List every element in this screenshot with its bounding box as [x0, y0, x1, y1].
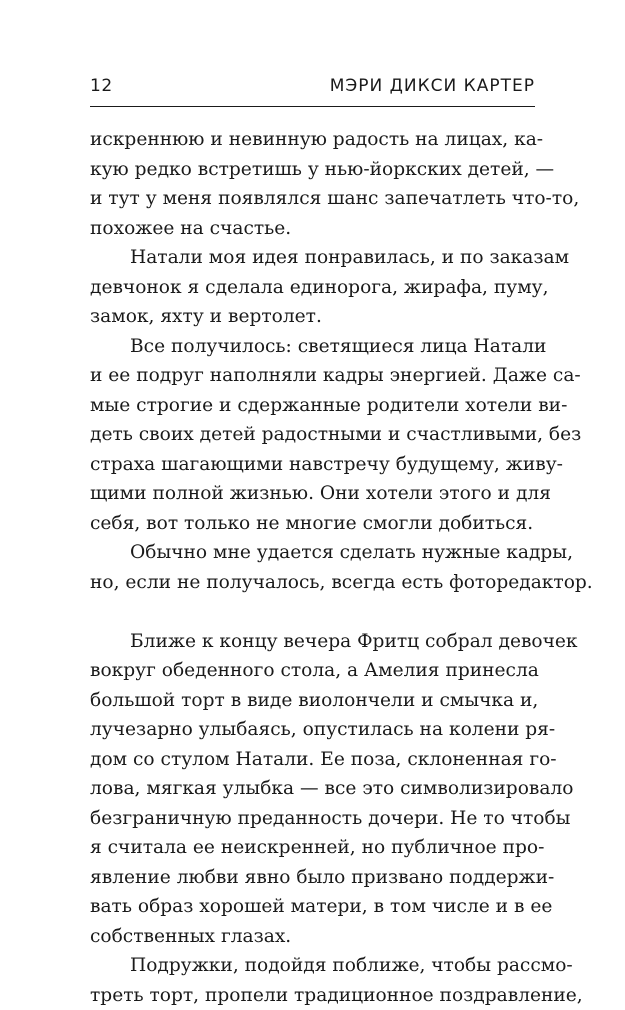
text-line: искреннюю и невинную радость на лицах, ка- [90, 125, 535, 155]
text-line: большой торт в виде виолончели и смычка и, [90, 686, 535, 716]
text-line: девчонок я сделала единорога, жирафа, пуму, [90, 273, 535, 303]
text-line: Все получилось: светящиеся лица Натали [90, 332, 535, 362]
body-text [90, 125, 535, 1010]
text-line: и ее подруг наполняли кадры энергией. Даже са- [90, 361, 535, 391]
text-line: Подружки, подойдя поближе, чтобы рассмо- [90, 951, 535, 981]
text-line: себя, вот только не многие смогли добиться. [90, 509, 535, 539]
text-line: Натали моя идея понравилась, и по заказам [90, 243, 535, 273]
text-line: мые строгие и сдержанные родители хотели ви- [90, 391, 535, 421]
text-line: Ближе к концу вечера Фритц собрал девочек [90, 627, 535, 657]
text-line: страха шагающими навстречу будущему, живу- [90, 450, 535, 480]
text-line: явление любви явно было призвано поддержи- [90, 863, 535, 893]
text-line: лучезарно улыбаясь, опустилась на колени ря- [90, 715, 535, 745]
text-line: дом со стулом Натали. Ее поза, склоненная го- [90, 745, 535, 775]
running-title: МЭРИ ДИКСИ КАРТЕР [330, 76, 535, 96]
page-number: 12 [90, 76, 113, 96]
text-line: я считала ее неискренней, но публичное про- [90, 833, 535, 863]
text-line: вать образ хорошей матери, в том числе и в ее [90, 892, 535, 922]
text-line: и тут у меня появлялся шанс запечатлеть что-то, [90, 184, 535, 214]
text-line: деть своих детей радостными и счастливыми, без [90, 420, 535, 450]
text-line: вокруг обеденного стола, а Амелия принесла [90, 656, 535, 686]
text-line: Обычно мне удается сделать нужные кадры, [90, 538, 535, 568]
text-line: но, если не получалось, всегда есть фоторедактор. [90, 568, 535, 598]
text-line: похожее на счастье. [90, 214, 535, 244]
header-rule [90, 106, 535, 107]
text-line: треть торт, пропели традиционное поздравление, [90, 981, 535, 1010]
text-line: лова, мягкая улыбка — все это символизировало [90, 774, 535, 804]
text-line: щими полной жизнью. Они хотели этого и для [90, 479, 535, 509]
text-line: замок, яхту и вертолет. [90, 302, 535, 332]
text-line: безграничную преданность дочери. Не то чтобы [90, 804, 535, 834]
running-header [90, 76, 535, 100]
text-line: собственных глазах. [90, 922, 535, 952]
text-line: кую редко встретишь у нью-йоркских детей, — [90, 155, 535, 185]
section-break [90, 597, 535, 627]
